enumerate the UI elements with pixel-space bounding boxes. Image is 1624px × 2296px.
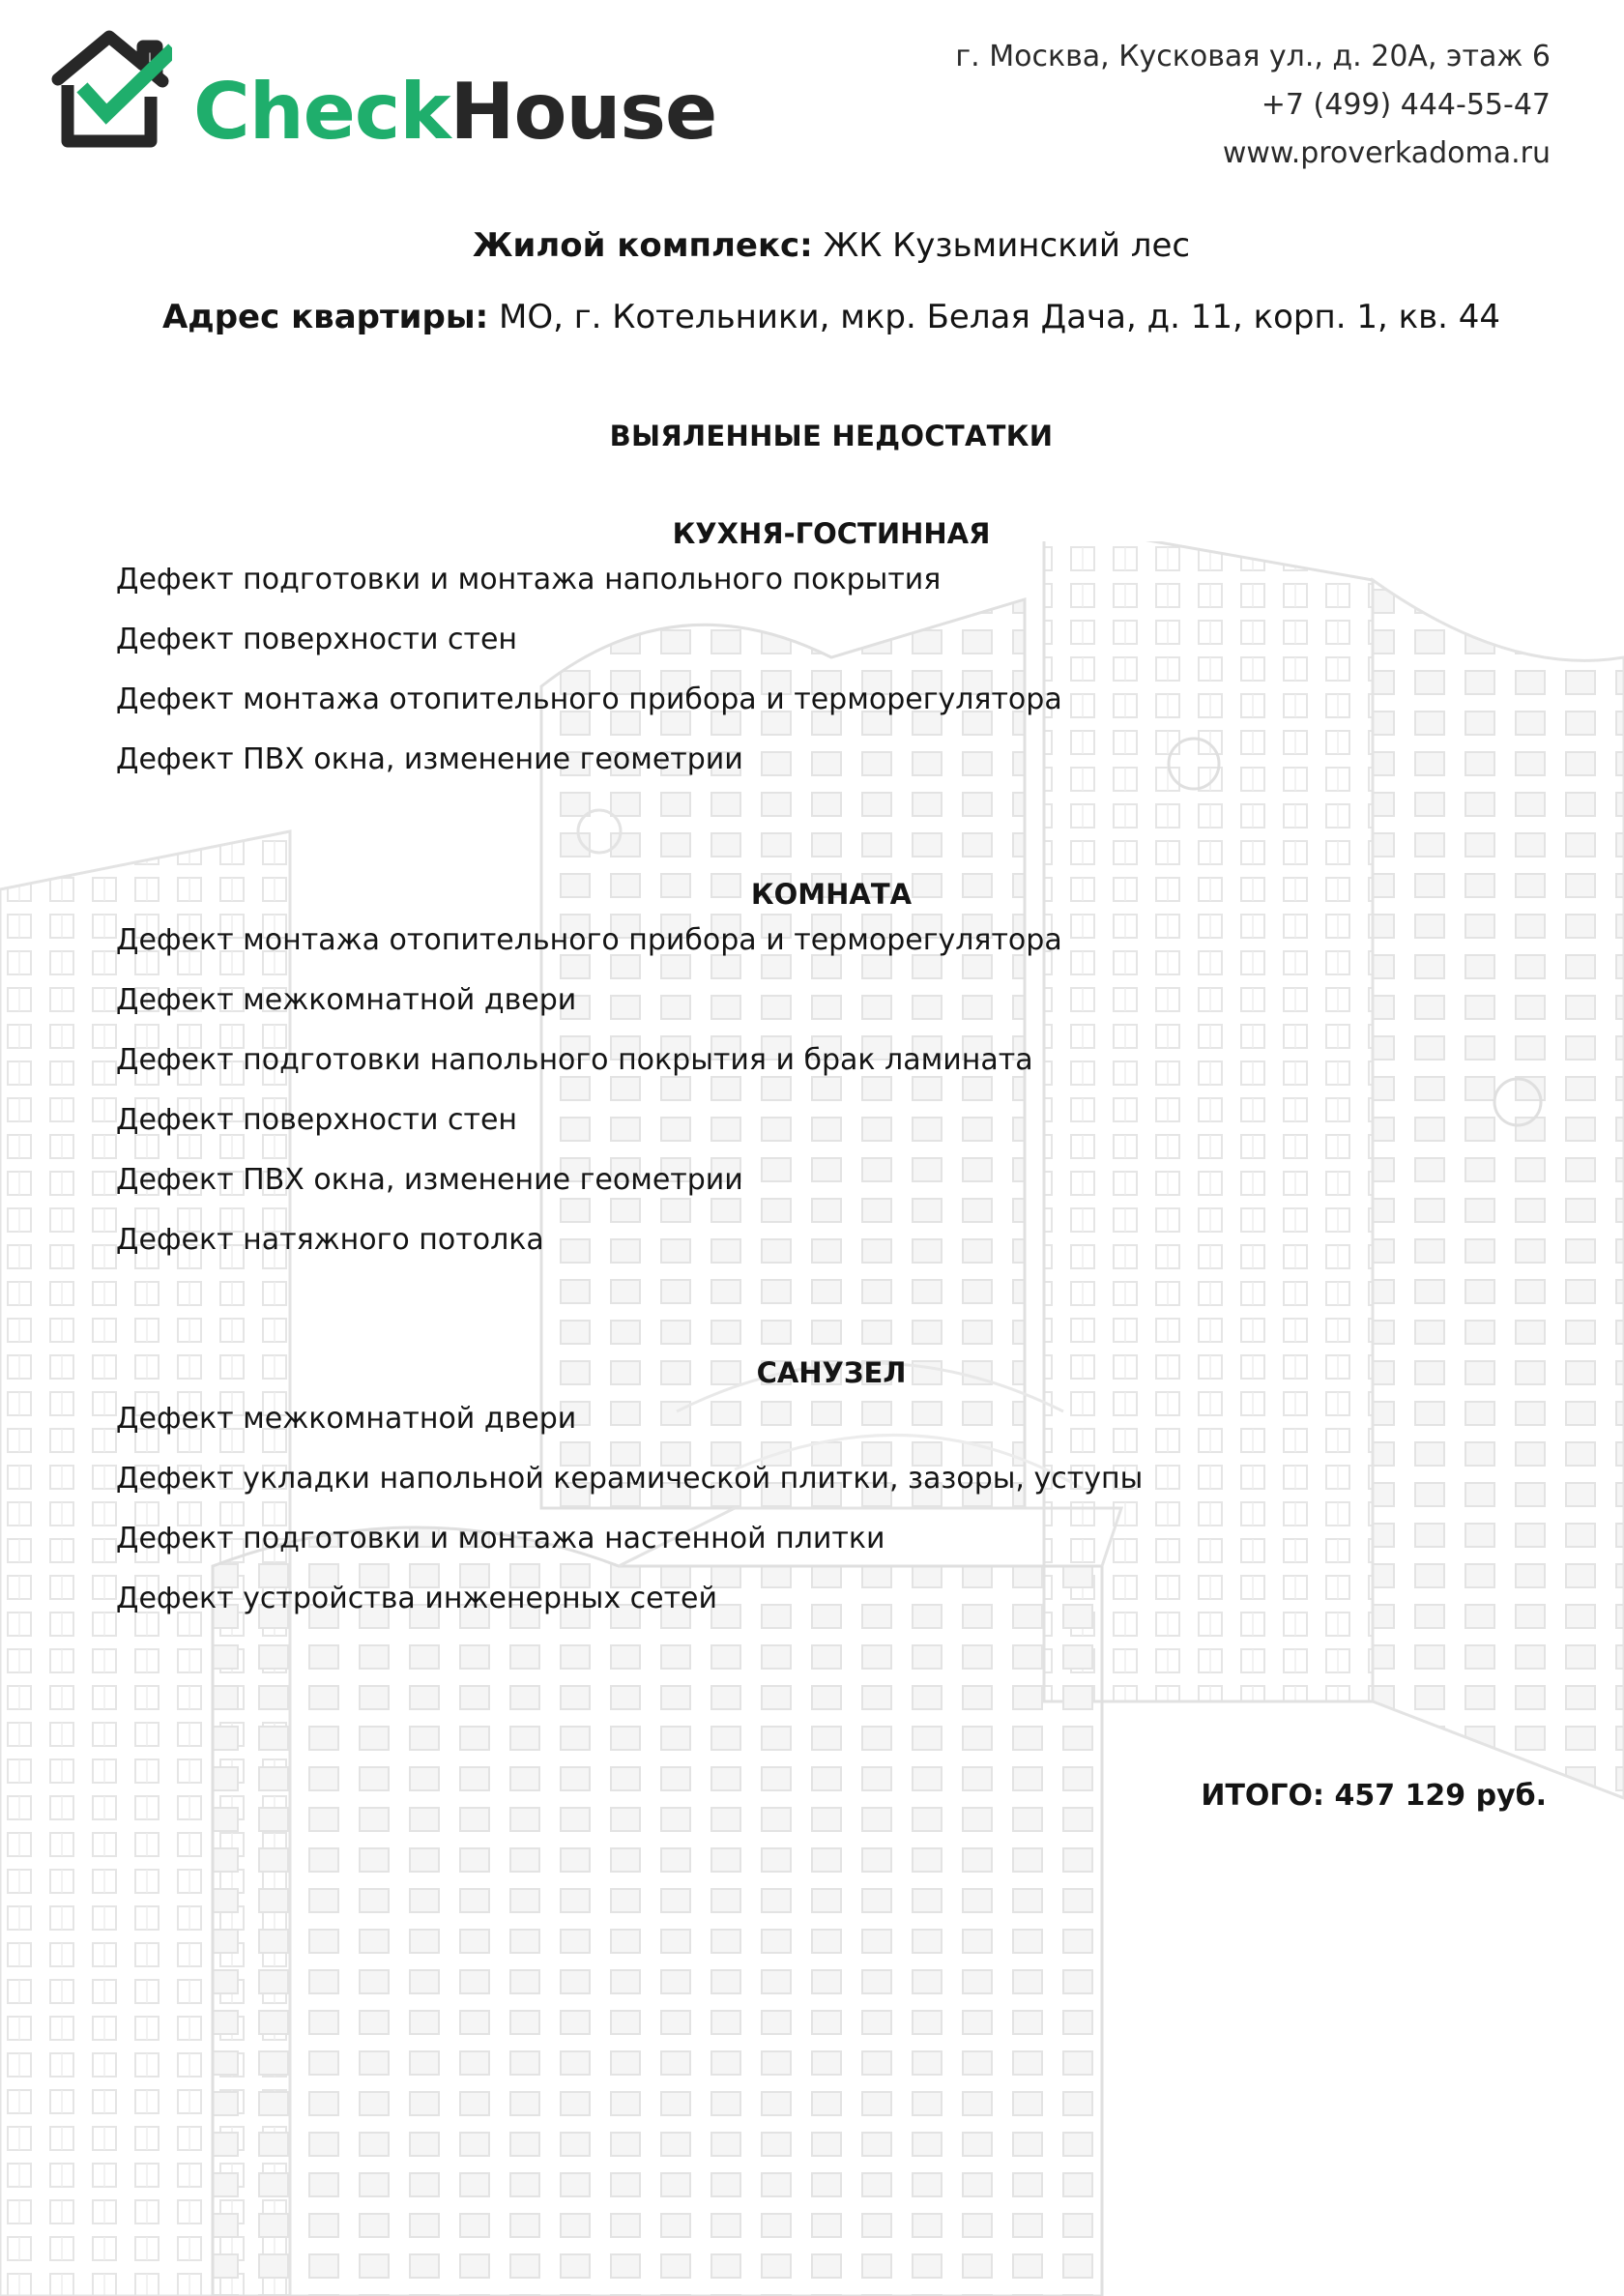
defect-item: Дефект межкомнатной двери bbox=[116, 983, 577, 1017]
complex-line bbox=[0, 226, 1624, 265]
address-line bbox=[0, 298, 1624, 336]
defect-item: Дефект ПВХ окна, изменение геометрии bbox=[116, 742, 743, 776]
defect-item: Дефект подготовки и монтажа напольного покрытия bbox=[116, 563, 942, 596]
defect-item: Дефект поверхности стен bbox=[116, 623, 518, 656]
section-room bbox=[116, 878, 1547, 1270]
complex-label: Жилой комплекс: bbox=[472, 226, 813, 265]
defect-item: Дефект поверхности стен bbox=[116, 1103, 518, 1137]
contact-block bbox=[955, 33, 1551, 178]
section-title: КОМНАТА bbox=[750, 878, 913, 911]
defect-item: Дефект межкомнатной двери bbox=[116, 1402, 577, 1436]
brand-name-house: House bbox=[450, 67, 717, 157]
phone-number[interactable]: +7 (499) 444-55-47 bbox=[1261, 88, 1551, 122]
defect-list bbox=[116, 1389, 1547, 1629]
defect-item: Дефект монтажа отопительного прибора и терморегулятора bbox=[116, 923, 1062, 957]
defect-list bbox=[116, 550, 1547, 790]
total-amount: ИТОГО: 457 129 руб. bbox=[1201, 1779, 1547, 1813]
defect-item: Дефект монтажа отопительного прибора и терморегулятора bbox=[116, 683, 1062, 716]
defect-list bbox=[116, 911, 1547, 1270]
address-value: МО, г. Котельники, мкр. Белая Дача, д. 11, корп. 1, кв. 44 bbox=[499, 298, 1501, 336]
section-kitchen-living bbox=[116, 517, 1547, 790]
main-title: ВЫЯЛЕННЫЕ НЕДОСТАТКИ bbox=[609, 420, 1054, 452]
office-address: г. Москва, Кусковая ул., д. 20А, этаж 6 bbox=[955, 40, 1551, 73]
brand-name bbox=[193, 67, 717, 157]
defect-item: Дефект натяжного потолка bbox=[116, 1223, 544, 1257]
defect-item: Дефект устройства инженерных сетей bbox=[116, 1582, 718, 1615]
defect-item: Дефект подготовки и монтажа настенной плитки bbox=[116, 1522, 885, 1555]
complex-value: ЖК Кузьминский лес bbox=[823, 226, 1191, 265]
brand-name-check: Check bbox=[193, 67, 450, 157]
defect-item: Дефект ПВХ окна, изменение геометрии bbox=[116, 1163, 743, 1197]
section-title: САНУЗЕЛ bbox=[756, 1356, 907, 1389]
section-title: КУХНЯ-ГОСТИННАЯ bbox=[672, 517, 991, 550]
company-logo bbox=[46, 29, 717, 164]
website-link[interactable]: www.proverkadoma.ru bbox=[1222, 136, 1551, 170]
defect-item: Дефект подготовки напольного покрытия и брак ламината bbox=[116, 1043, 1033, 1077]
defect-item: Дефект укладки напольной керамической плитки, зазоры, уступы bbox=[116, 1462, 1144, 1496]
house-check-icon bbox=[46, 29, 172, 151]
address-label: Адрес квартиры: bbox=[161, 298, 489, 336]
section-bathroom bbox=[116, 1356, 1547, 1629]
